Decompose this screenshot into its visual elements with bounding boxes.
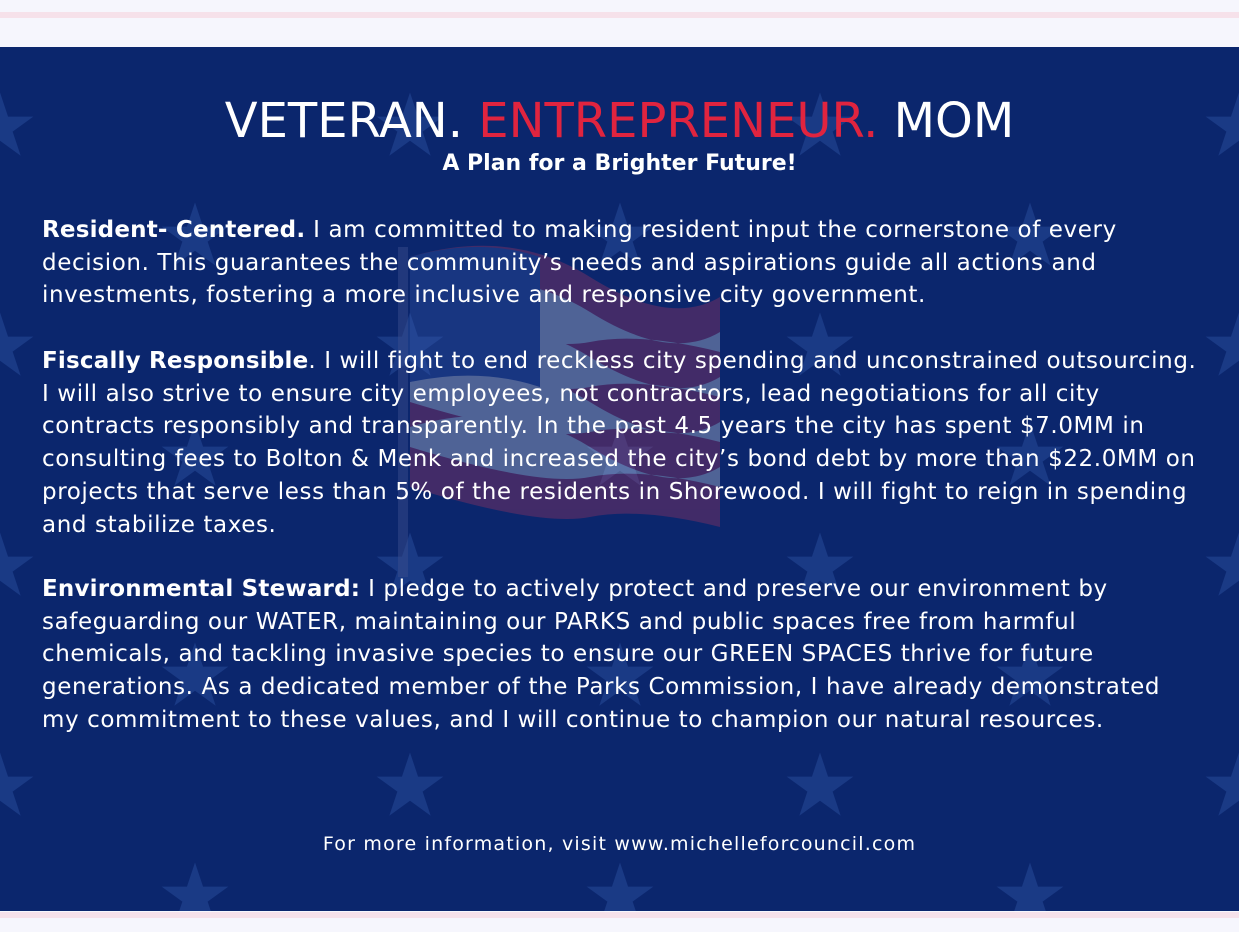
headline-veteran: VETERAN.	[224, 93, 479, 149]
top-border-stripe	[0, 12, 1239, 18]
star-icon	[0, 533, 33, 596]
star-icon	[787, 753, 854, 816]
star-icon	[0, 753, 33, 816]
star-icon	[1206, 313, 1239, 376]
headline-entrepreneur: ENTREPRENEUR.	[478, 93, 879, 149]
star-icon	[1206, 533, 1239, 596]
section-environmental-steward	[42, 573, 1202, 737]
section-resident-centered	[42, 214, 1202, 312]
star-icon	[162, 863, 229, 912]
section-heading: Fiscally Responsible	[42, 348, 309, 374]
section-heading: Environmental Steward:	[42, 576, 361, 602]
headline-mom: MOM	[878, 93, 1015, 149]
section-body: I am committed to making resident input the cornerstone of every decision. This guarantees the community’s needs and aspirations guide all actions and investments, fostering a more inclusive and responsive city government.	[42, 217, 1117, 309]
subtitle: A Plan for a Brighter Future!	[442, 151, 797, 176]
campaign-panel	[0, 47, 1239, 911]
headline	[0, 95, 1239, 147]
bottom-border-stripe	[0, 912, 1239, 918]
section-fiscally-responsible	[42, 345, 1202, 541]
section-heading: Resident- Centered.	[42, 217, 306, 243]
star-icon	[587, 863, 654, 912]
section-body: I pledge to actively protect and preserve our environment by safeguarding our WATER, maintaining our PARKS and public spaces free from harmful chemicals, and tackling invasive species to ensure our GREEN SPACES thrive for future generations. As a dedicated member of the Parks Commission, I have already demonstrated my commitment to these values, and I will continue to champion our natural resources.	[42, 576, 1161, 733]
star-icon	[1206, 753, 1239, 816]
star-icon	[997, 863, 1064, 912]
section-body: . I will fight to end reckless city spending and unconstrained outsourcing. I will also strive to ensure city employees, not contractors, lead negotiations for all city contracts responsibly and transparently. In the past 4.5 years the city has spent $7.0MM in consulting fees to Bolton & Menk and increased the city’s bond debt by more than $22.0MM on projects that serve less than 5% of the residents in Shorewood. I will fight to reign in spending and stabilize taxes.	[42, 348, 1197, 538]
star-icon	[0, 313, 33, 376]
footer-website-link[interactable]: For more information, visit www.michelleforcouncil.com	[322, 833, 917, 855]
star-icon	[377, 753, 444, 816]
